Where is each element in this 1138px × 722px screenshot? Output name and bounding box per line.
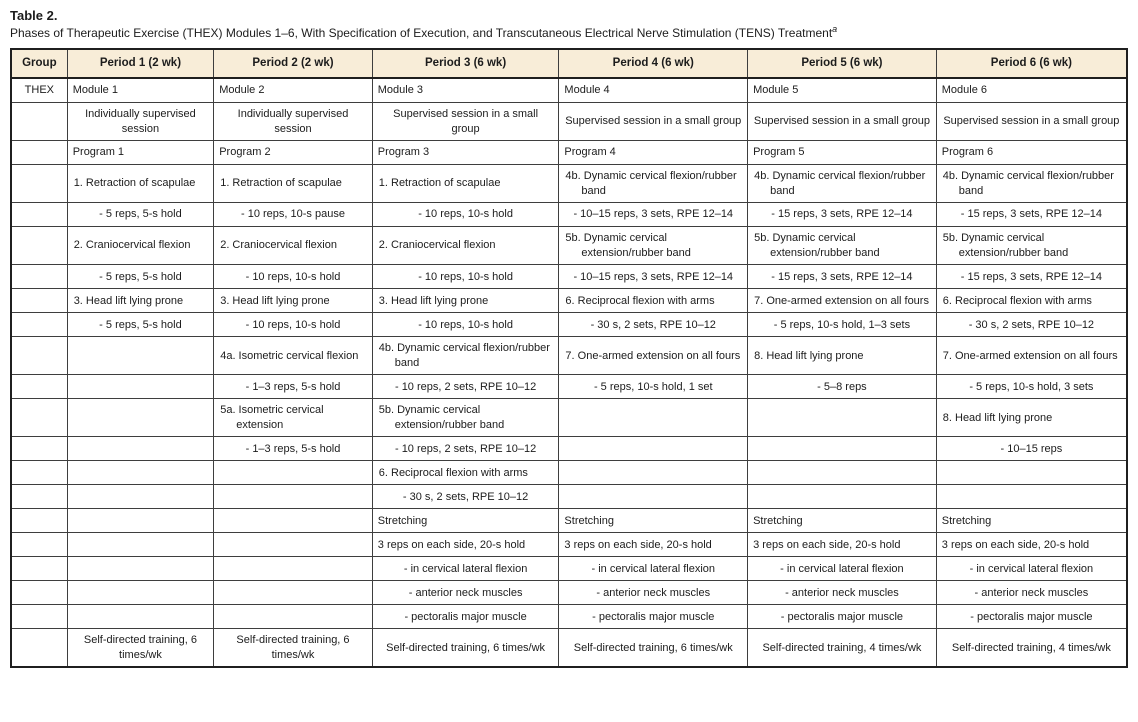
table-caption (10, 24, 1128, 40)
table-cell (67, 533, 214, 557)
table-cell (214, 509, 373, 533)
table-cell: Program 1 (67, 141, 214, 165)
table-cell: 7. One-armed extension on all fours (748, 289, 937, 313)
table-cell: - 5 reps, 10-s hold, 3 sets (936, 375, 1127, 399)
thex-phases-table (10, 48, 1128, 668)
table-cell: - 15 reps, 3 sets, RPE 12–14 (748, 265, 937, 289)
table-cell: Self-directed training, 6 times/wk (372, 629, 559, 668)
table-cell: 6. Reciprocal flexion with arms (559, 289, 748, 313)
table-cell: Stretching (372, 509, 559, 533)
table-row (11, 165, 1127, 203)
table-cell: - 30 s, 2 sets, RPE 10–12 (372, 485, 559, 509)
column-header: Period 6 (6 wk) (936, 49, 1127, 78)
table-row (11, 437, 1127, 461)
table-cell (67, 437, 214, 461)
table-cell: 4b. Dynamic cervical flexion/rubber band (936, 165, 1127, 203)
table-cell: - 5 reps, 5-s hold (67, 265, 214, 289)
table-cell: - 10–15 reps, 3 sets, RPE 12–14 (559, 265, 748, 289)
table-cell: 3 reps on each side, 20-s hold (936, 533, 1127, 557)
table-cell (748, 399, 937, 437)
table-cell (559, 399, 748, 437)
table-cell: 4b. Dynamic cervical flexion/rubber band (372, 337, 559, 375)
table-cell: Supervised session in a small group (372, 103, 559, 141)
table-cell (559, 437, 748, 461)
table-row (11, 605, 1127, 629)
table-cell: - 10 reps, 10-s hold (214, 313, 373, 337)
table-cell: 5a. Isometric cervical extension (214, 399, 373, 437)
table-cell: 3. Head lift lying prone (214, 289, 373, 313)
table-cell (11, 103, 67, 141)
table-cell: Self-directed training, 6 times/wk (559, 629, 748, 668)
table-cell: Program 2 (214, 141, 373, 165)
table-cell: 5b. Dynamic cervical extension/rubber band (748, 227, 937, 265)
table-row (11, 141, 1127, 165)
table-cell: - 1–3 reps, 5-s hold (214, 437, 373, 461)
table-row (11, 485, 1127, 509)
table-cell: 1. Retraction of scapulae (214, 165, 373, 203)
table-cell: 3. Head lift lying prone (372, 289, 559, 313)
table-cell: THEX (11, 78, 67, 103)
table-cell: Module 4 (559, 78, 748, 103)
table-row (11, 313, 1127, 337)
table-cell: 3 reps on each side, 20-s hold (372, 533, 559, 557)
table-cell: 7. One-armed extension on all fours (936, 337, 1127, 375)
table-cell (11, 227, 67, 265)
table-cell (748, 437, 937, 461)
table-cell: 1. Retraction of scapulae (372, 165, 559, 203)
table-cell: 4a. Isometric cervical flexion (214, 337, 373, 375)
table-cell (214, 581, 373, 605)
table-cell: - in cervical lateral flexion (372, 557, 559, 581)
table-cell: Individually supervised session (67, 103, 214, 141)
table-cell: 3 reps on each side, 20-s hold (559, 533, 748, 557)
table-cell (67, 337, 214, 375)
table-row (11, 533, 1127, 557)
table-cell: 6. Reciprocal flexion with arms (936, 289, 1127, 313)
table-cell: 4b. Dynamic cervical flexion/rubber band (559, 165, 748, 203)
table-cell (11, 485, 67, 509)
table-cell: Stretching (559, 509, 748, 533)
table-cell: - 10–15 reps, 3 sets, RPE 12–14 (559, 203, 748, 227)
table-cell: - in cervical lateral flexion (748, 557, 937, 581)
table-cell: Supervised session in a small group (936, 103, 1127, 141)
table-row (11, 103, 1127, 141)
table-cell: Self-directed training, 6 times/wk (214, 629, 373, 668)
table-cell: - in cervical lateral flexion (559, 557, 748, 581)
table-cell: - pectoralis major muscle (936, 605, 1127, 629)
table-cell (67, 605, 214, 629)
table-cell (214, 605, 373, 629)
table-row (11, 78, 1127, 103)
table-cell: - 10 reps, 10-s hold (214, 265, 373, 289)
table-cell (11, 399, 67, 437)
table-cell (11, 165, 67, 203)
table-cell: Program 4 (559, 141, 748, 165)
table-cell (748, 461, 937, 485)
table-cell (67, 557, 214, 581)
table-row (11, 509, 1127, 533)
table-cell: 8. Head lift lying prone (936, 399, 1127, 437)
table-cell: - 5–8 reps (748, 375, 937, 399)
table-cell: 5b. Dynamic cervical extension/rubber band (372, 399, 559, 437)
table-cell: 2. Craniocervical flexion (372, 227, 559, 265)
table-row (11, 399, 1127, 437)
table-label: Table 2. (10, 8, 58, 23)
table-cell: 3. Head lift lying prone (67, 289, 214, 313)
table-cell (67, 375, 214, 399)
table-cell: - 30 s, 2 sets, RPE 10–12 (559, 313, 748, 337)
table-cell: - 10 reps, 10-s hold (372, 265, 559, 289)
table-cell: - anterior neck muscles (372, 581, 559, 605)
table-cell (11, 437, 67, 461)
table-cell (11, 557, 67, 581)
table-cell: 8. Head lift lying prone (748, 337, 937, 375)
table-cell: Self-directed training, 6 times/wk (67, 629, 214, 668)
table-cell (214, 461, 373, 485)
table-cell (11, 265, 67, 289)
table-cell: 3 reps on each side, 20-s hold (748, 533, 937, 557)
table-row (11, 289, 1127, 313)
table-row (11, 461, 1127, 485)
table-cell: Self-directed training, 4 times/wk (748, 629, 937, 668)
table-row (11, 337, 1127, 375)
table-cell (748, 485, 937, 509)
table-cell (67, 581, 214, 605)
table-cell (936, 485, 1127, 509)
table-cell: - anterior neck muscles (936, 581, 1127, 605)
table-cell: - 15 reps, 3 sets, RPE 12–14 (748, 203, 937, 227)
table-caption-text: Phases of Therapeutic Exercise (THEX) Modules 1–6, With Specification of Execution, and Transcutaneous Electrical Nerve Stimulation (TENS) Treatment (10, 26, 833, 40)
table-row (11, 581, 1127, 605)
table-cell (11, 337, 67, 375)
table-cell: Program 6 (936, 141, 1127, 165)
table-cell (11, 605, 67, 629)
table-cell (11, 141, 67, 165)
table-cell (67, 509, 214, 533)
table-row (11, 375, 1127, 399)
table-header-row (11, 49, 1127, 78)
table-cell: 6. Reciprocal flexion with arms (372, 461, 559, 485)
table-row (11, 227, 1127, 265)
table-cell: - pectoralis major muscle (559, 605, 748, 629)
table-cell (67, 485, 214, 509)
table-row (11, 203, 1127, 227)
table-cell: - 10 reps, 10-s pause (214, 203, 373, 227)
table-cell: Individually supervised session (214, 103, 373, 141)
table-cell (214, 557, 373, 581)
table-cell (214, 485, 373, 509)
table-cell: Supervised session in a small group (559, 103, 748, 141)
table-cell: - 5 reps, 5-s hold (67, 203, 214, 227)
table-cell: 2. Craniocervical flexion (67, 227, 214, 265)
table-cell (11, 375, 67, 399)
table-cell: - 5 reps, 10-s hold, 1 set (559, 375, 748, 399)
table-row (11, 629, 1127, 668)
table-cell: - 10 reps, 10-s hold (372, 313, 559, 337)
table-cell: Stretching (748, 509, 937, 533)
table-cell: - 30 s, 2 sets, RPE 10–12 (936, 313, 1127, 337)
table-cell: - 15 reps, 3 sets, RPE 12–14 (936, 265, 1127, 289)
table-cell: Self-directed training, 4 times/wk (936, 629, 1127, 668)
table-cell: - anterior neck muscles (748, 581, 937, 605)
table-cell (11, 461, 67, 485)
table-cell (11, 313, 67, 337)
table-cell: Supervised session in a small group (748, 103, 937, 141)
table-cell (936, 461, 1127, 485)
table-cell: - 10 reps, 2 sets, RPE 10–12 (372, 437, 559, 461)
table-row (11, 265, 1127, 289)
table-row (11, 557, 1127, 581)
column-header: Period 3 (6 wk) (372, 49, 559, 78)
table-cell: Module 5 (748, 78, 937, 103)
table-cell (11, 629, 67, 668)
table-cell (11, 203, 67, 227)
table-cell: Module 2 (214, 78, 373, 103)
table-cell (214, 533, 373, 557)
column-header: Period 4 (6 wk) (559, 49, 748, 78)
table-cell: - 15 reps, 3 sets, RPE 12–14 (936, 203, 1127, 227)
table-cell: 5b. Dynamic cervical extension/rubber band (936, 227, 1127, 265)
table-cell: - in cervical lateral flexion (936, 557, 1127, 581)
table-cell (11, 581, 67, 605)
table-cell (559, 485, 748, 509)
column-header: Period 2 (2 wk) (214, 49, 373, 78)
table-cell: 7. One-armed extension on all fours (559, 337, 748, 375)
table-cell (11, 289, 67, 313)
table-cell: Module 3 (372, 78, 559, 103)
column-header: Period 1 (2 wk) (67, 49, 214, 78)
table-cell: - 10 reps, 10-s hold (372, 203, 559, 227)
table-cell: - pectoralis major muscle (748, 605, 937, 629)
table-cell: Stretching (936, 509, 1127, 533)
table-cell: Module 6 (936, 78, 1127, 103)
table-cell: Program 5 (748, 141, 937, 165)
table-cell: - 1–3 reps, 5-s hold (214, 375, 373, 399)
footnote-marker: a (832, 24, 838, 34)
table-cell: - 10–15 reps (936, 437, 1127, 461)
table-cell (11, 533, 67, 557)
table-cell: 4b. Dynamic cervical flexion/rubber band (748, 165, 937, 203)
table-cell: 5b. Dynamic cervical extension/rubber band (559, 227, 748, 265)
table-cell: 2. Craniocervical flexion (214, 227, 373, 265)
table-cell: 1. Retraction of scapulae (67, 165, 214, 203)
table-cell: - 5 reps, 5-s hold (67, 313, 214, 337)
column-header: Period 5 (6 wk) (748, 49, 937, 78)
table-cell: - anterior neck muscles (559, 581, 748, 605)
table-cell: Module 1 (67, 78, 214, 103)
table-cell (11, 509, 67, 533)
table-cell: - 5 reps, 10-s hold, 1–3 sets (748, 313, 937, 337)
table-cell (559, 461, 748, 485)
table-cell: - 10 reps, 2 sets, RPE 10–12 (372, 375, 559, 399)
table-cell (67, 399, 214, 437)
table-cell: - pectoralis major muscle (372, 605, 559, 629)
table-cell: Program 3 (372, 141, 559, 165)
column-header: Group (11, 49, 67, 78)
table-cell (67, 461, 214, 485)
